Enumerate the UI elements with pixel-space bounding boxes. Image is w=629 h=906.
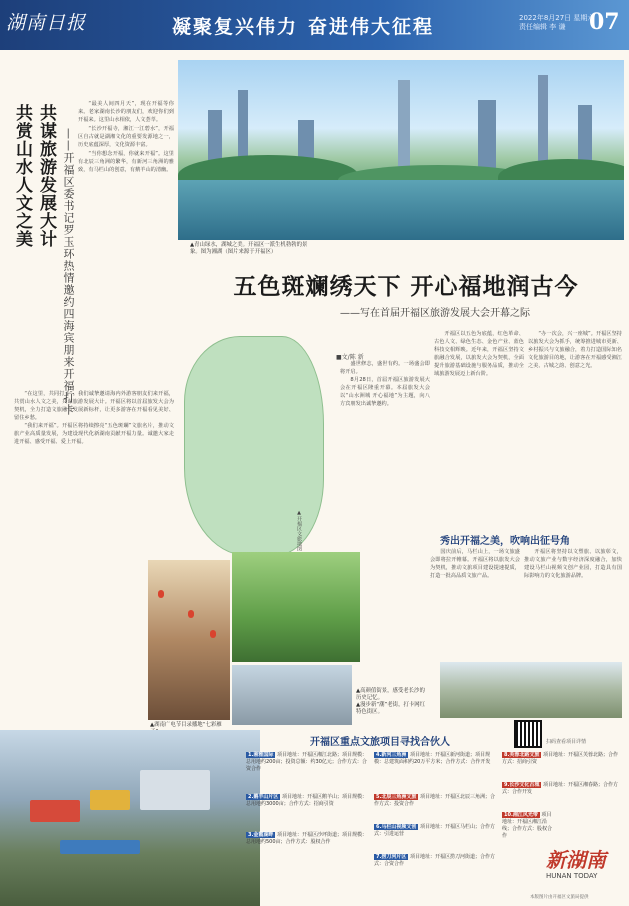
qr-label: 扫码查看项目详情 — [546, 739, 587, 745]
project-name: 10.湘江风光带 — [504, 812, 538, 818]
paragraph: “长沙开福寺，湘江一江碧水”，开福区自古就是湖湘文化的重要发源地之一，历史底蕴深厚，文化资源丰富。 — [78, 126, 174, 148]
district-map — [178, 330, 328, 570]
left-title-line1: 共赏山水人文之美 — [12, 104, 32, 248]
project-name: 7.捞刀河片区 — [376, 854, 407, 860]
project-item — [246, 752, 368, 773]
photo-caption-left: ▲湖南广电节目录播地“七彩雁 — [150, 722, 222, 728]
left-subtitle: ——开福区委书记罗玉环热情邀约四海宾朋来开福打卡 — [62, 128, 75, 416]
project-item — [246, 832, 368, 846]
aerial-photo — [0, 730, 260, 906]
lantern — [188, 610, 194, 618]
project-name: 6.马栏山视频文创 — [376, 824, 417, 830]
rooftop-photo — [232, 665, 352, 725]
footer-brand-logo: 新湖南 — [546, 848, 606, 872]
garden-photo — [232, 552, 360, 662]
lantern — [210, 630, 216, 638]
article-column-3 — [528, 330, 622, 520]
editor-line: 责任编辑 李 谦 — [519, 23, 566, 31]
project-item — [374, 824, 496, 838]
pavilion-photo — [440, 662, 622, 718]
project-desc: 项目地址：开福区新河街道；项目规模：总建筑面积约20万平方米；合作方式：合作开发 — [374, 752, 491, 765]
paragraph: 盛世修志，盛世有约。一场盛会即将开启。 — [340, 361, 430, 375]
map-shape — [184, 336, 324, 556]
projects-title: 开福区重点文旅项目寻找合伙人 — [310, 737, 450, 748]
date-block — [519, 14, 594, 32]
project-name: 2.鹅羊山片区 — [248, 794, 279, 800]
caption-line: ▲漫步新“潮”老街，打卡网红特色街区。 — [356, 702, 426, 715]
street-photo — [148, 560, 230, 720]
project-name: 1.湘雅国际 — [248, 752, 274, 758]
lake — [178, 180, 624, 240]
paragraph: “我们来开福”。开福区将持续擦亮“五色斑斓”文旅名片，推动文旅产业高质量发展，为建设现代化新湖南贡献开福力量。诚邀大家走进开福、感受开福、爱上开福。 — [14, 423, 174, 445]
project-desc: 项目地址：开福区湘春路；合作方式：合作开发 — [502, 782, 618, 795]
byline: ■文/陈 新 — [336, 354, 364, 361]
project-item — [502, 752, 622, 766]
left-body — [78, 100, 174, 175]
caption-line: ▲高颜值街景，感受老长沙的历史记忆。 — [356, 688, 425, 701]
project-item — [502, 812, 552, 840]
project-name: 9.长沙文化古城 — [504, 782, 540, 788]
project-desc: 项目地址：开福区马栏山；合作方式：引进运营 — [374, 824, 495, 837]
project-name: 3.金霞湖畔 — [248, 832, 274, 838]
article-column-2 — [434, 330, 524, 520]
map-caption: ▲开福区文旅地图 — [296, 510, 302, 551]
left-lower-body — [14, 390, 174, 446]
building — [30, 800, 80, 822]
banner-right: 奋进伟大征程 — [308, 16, 435, 38]
article-subtitle: ——写在首届开福区旅游发展大会开幕之际 — [340, 308, 530, 319]
skyline-building — [538, 75, 548, 170]
project-desc: 项目地址：开福区捞刀河街道；合作方式：合资合作 — [374, 854, 495, 867]
project-item — [246, 794, 368, 808]
page-header — [0, 0, 629, 50]
project-desc: 项目地址：开福区芙蓉北路；合作方式：招商引资 — [502, 752, 618, 765]
article-column-1 — [340, 360, 430, 530]
hero-photo — [178, 60, 624, 240]
project-desc: 项目地址：开福区鹅羊山；项目规模：总用地约3000亩；合作方式：招商引资 — [246, 794, 367, 807]
project-name: 5.北辰三角洲文旅 — [376, 794, 417, 800]
paragraph: 8月28日，首届开福区旅游发展大会在开福区隆重开幕。本届旅发大会以“山水洲城 开心福地”为主题，向八方宾朋发出诚挚邀约。 — [340, 377, 430, 407]
footer-note: 本版图片由开福区文旅局提供 — [530, 895, 589, 900]
paragraph: 开福区将坚持以文塑旅、以旅彰文，推动文旅产业与数字经济深度融合，加快建设马栏山视频文创产业园，打造具有国际影响力的文化旅游品牌。 — [524, 549, 622, 579]
left-title-line2: 共谋旅游发展大计 — [36, 104, 56, 248]
photo-caption-right — [356, 688, 428, 716]
paragraph: “当你想念开福，你就来开福”。这里有北辰三角洲的繁华，有新河三角洲的雅致，有马栏山的创意，有鹅羊山的清幽。 — [78, 151, 174, 173]
project-item — [374, 794, 496, 808]
footer-english: HUNAN TODAY — [546, 872, 598, 880]
article-title: 五色斑斓绣天下 开心福地润古今 — [233, 273, 579, 300]
skyline-building — [478, 100, 496, 170]
paragraph: 开福区以五色为底蕴，红色革命、古色人文、绿色生态、金色产业、蓝色科技交相辉映。近年来，开福区坚持文旅融合发展，以旅发大会为契机，全面提升旅游基础设施与服务品质，推动全域旅游发展迈上新台阶。 — [434, 331, 524, 377]
section2-title: 秀出开福之美，吹响出征号角 — [440, 536, 570, 547]
banner-slogan — [172, 12, 434, 39]
paragraph: 国庆前后，马栏山上，一场文旅盛会即将拉开帷幕。开福区将以旅发大会为契机，推动文旅项目建设提速提质，打造一批高品质文旅产品。 — [430, 549, 520, 579]
paragraph: “最美人间四月天”，现在开福等你来。老家湖南长沙的朋友们，欢迎你们到开福来。这里山水相依，人文荟萃。 — [78, 101, 174, 123]
paragraph: “办一次会，兴一座城”。开福区坚持以旅发大会为抓手，统筹推进城市更新、乡村振兴与文旅融合，着力打造国际知名文化旅游目的地，让游客在开福感受湘江之美、古城之韵、创意之光。 — [528, 331, 622, 369]
project-item — [502, 782, 622, 796]
lantern — [158, 590, 164, 598]
building — [140, 770, 210, 810]
qr-code-icon[interactable] — [514, 720, 542, 748]
date-line: 2022年8月27日 星期六 — [519, 14, 595, 22]
hero-caption: ▲青山绿水，湖城之美。开福区一派生机勃勃的景象。图为湘湖（图片来源于开福区） — [190, 242, 308, 255]
building — [60, 840, 140, 854]
project-desc: 项目地址：开福区北辰三角洲；合作方式：投资合作 — [374, 794, 495, 807]
banner-left: 凝聚复兴伟力 — [172, 16, 299, 38]
project-desc: 项目地址：开福区湘江沿线；合作方式：股权合作 — [502, 812, 553, 839]
project-name: 4.新河三角洲 — [376, 752, 407, 758]
project-desc: 项目地址：开福区沙坪街道；项目规模：总用地约500亩；合作方式：股权合作 — [246, 832, 367, 845]
building — [90, 790, 130, 810]
project-name: 8.芙蓉北路文旅 — [504, 752, 540, 758]
project-desc: 项目地址：开福区湘江北路；项目规模：总用地约200亩；投资总额：约30亿元；合作方式：合资合作 — [246, 752, 367, 772]
skyline-building — [398, 80, 410, 170]
page-number: 07 — [589, 9, 620, 35]
masthead-logo: 湖南日报 — [6, 12, 87, 34]
project-item — [374, 854, 496, 868]
project-item — [374, 752, 496, 766]
paragraph: “在这里，共同打卡”。我们诚挚邀请海内外游客朋友们来开福，共赏山水人文之美，共谋旅游发展大计。开福区将以首届旅发大会为契机，全力打造文旅融合发展新标杆，让更多游客在开福看见美好、留住乡愁。 — [14, 391, 174, 421]
